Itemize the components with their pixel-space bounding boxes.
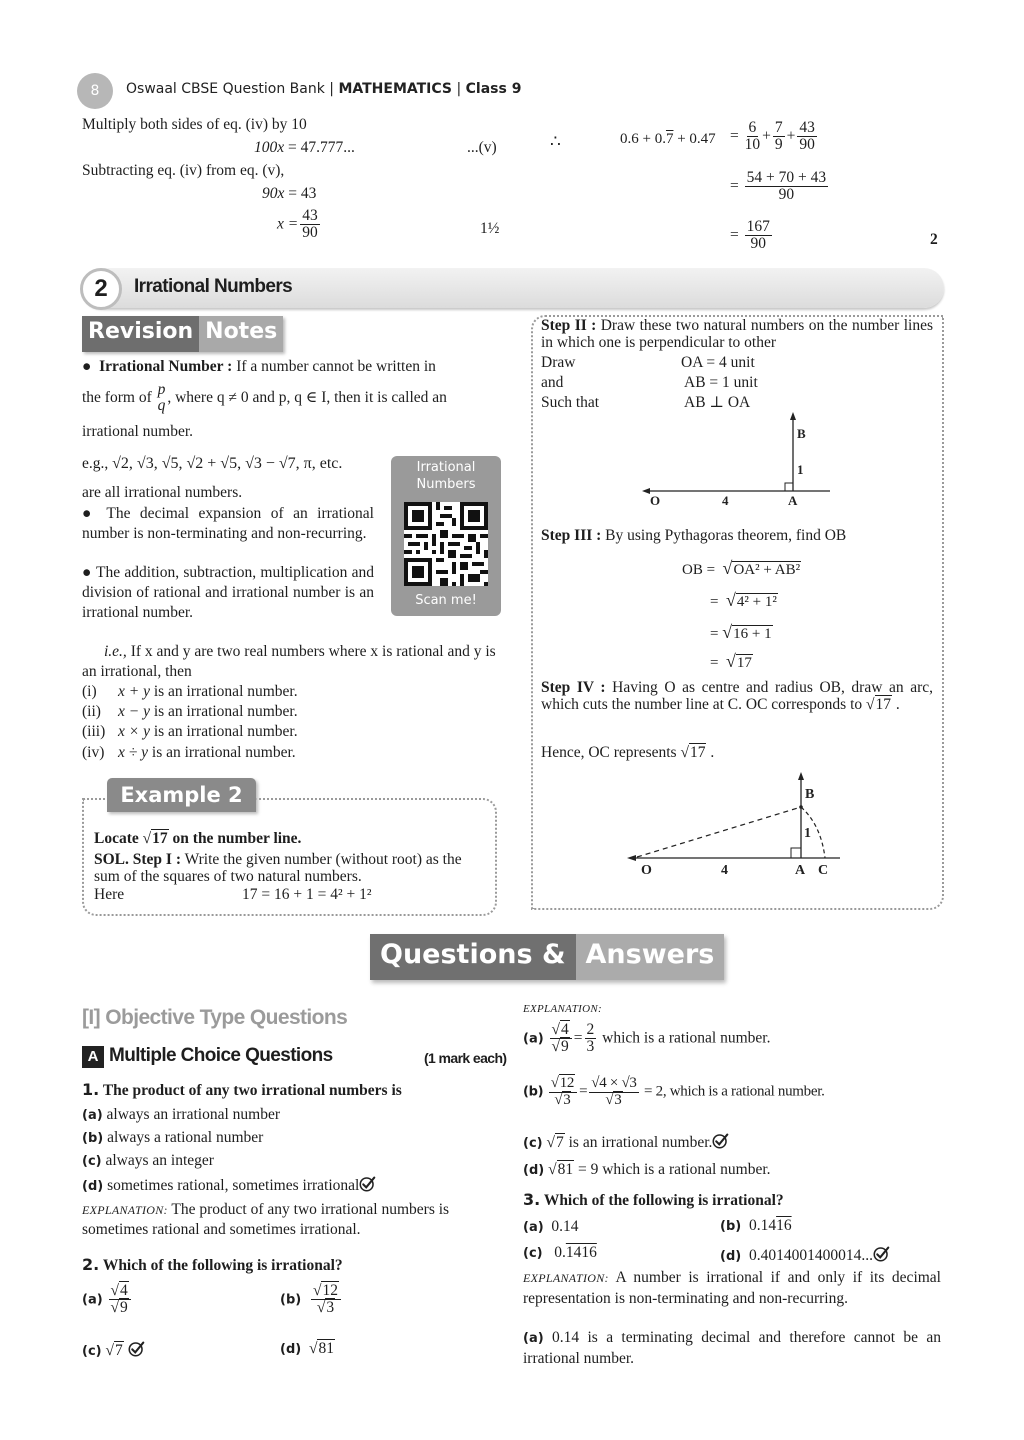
equation-lhs: 100x — [254, 139, 285, 156]
rule-item — [82, 743, 502, 763]
step-label: Step II : — [541, 317, 597, 334]
ob-step: = √17 — [710, 651, 752, 671]
radicand: 7 — [114, 1342, 123, 1359]
option-text: 0. — [554, 1244, 566, 1261]
equals-sign: = — [710, 626, 719, 642]
svg-text:1: 1 — [804, 826, 811, 841]
qr-code-card[interactable] — [391, 456, 501, 616]
chapter-title: Irrational Numbers — [134, 276, 293, 297]
carryover-line: Multiply both sides of eq. (iv) by 10 — [82, 116, 307, 133]
equation-rhs: = 47.777... — [288, 139, 355, 156]
marks-note: (1 mark each) — [424, 1050, 507, 1066]
option-c[interactable] — [82, 1152, 502, 1170]
definition-text: If a number cannot be written in — [232, 358, 436, 375]
svg-text:O: O — [641, 863, 652, 878]
svg-text:A: A — [788, 493, 798, 508]
equals-sign: = — [710, 655, 719, 671]
question-number: 3. — [523, 1190, 541, 1209]
step2-row — [541, 373, 933, 393]
ob-step: = √4² + 1² — [710, 590, 777, 610]
q2-explanation-c: (c) √7 is an irrational number. — [523, 1132, 729, 1152]
explanation-label: EXPLANATION: — [523, 1271, 609, 1285]
definition-text: , where q ≠ 0 and p, q ∈ I, then it is called an — [167, 388, 447, 406]
definition-line — [82, 382, 502, 415]
radicand: 81 — [318, 1340, 334, 1357]
rule-expression: x × y — [118, 722, 150, 740]
option-label: (b) — [523, 1084, 544, 1100]
rules-list — [82, 682, 502, 763]
q3-option-a[interactable] — [523, 1218, 579, 1236]
fraction-p-over-q — [158, 382, 166, 415]
figure-perpendicular-lines — [640, 410, 840, 510]
example-question — [94, 830, 489, 848]
ob-step: = √16 + 1 — [710, 622, 772, 642]
example-solution — [94, 851, 489, 886]
radicand: 4 — [120, 1282, 128, 1299]
ob-equation: OB = √OA² + AB² — [682, 558, 801, 578]
objective-section-title: [I] Objective Type Questions — [82, 1006, 348, 1029]
option-label: (c) — [523, 1136, 543, 1151]
explanation-text: The product of any two irrational numbers is sometimes rational and sometimes irrational. — [82, 1201, 450, 1238]
repeating-digits: 1416 — [565, 1244, 597, 1261]
qr-caption: Scan me! — [415, 593, 477, 608]
option-text: sometimes rational, sometimes irrational — [103, 1177, 360, 1194]
check-icon — [359, 1175, 376, 1192]
option-d[interactable] — [82, 1175, 502, 1195]
numerator: 6 — [748, 119, 757, 136]
step-text: By using Pythagoras theorem, find OB — [601, 527, 847, 544]
step-text: Having O as centre and radius OB, draw an arc, which cuts the number line at C. OC corresponds to — [541, 679, 933, 713]
eg-prefix: e.g., — [82, 455, 113, 472]
denominator: 9 — [774, 136, 783, 154]
fraction: $\frac{√12}{√3}$ — [311, 1283, 341, 1317]
question-2-stem — [82, 1255, 343, 1275]
equals-sign: = — [710, 594, 719, 610]
denominator: 90 — [750, 235, 766, 253]
step-label: Step III : — [541, 527, 602, 544]
option-label: (d) — [280, 1342, 302, 1357]
radicand: 16 + 1 — [733, 626, 772, 642]
radicand: 3 — [326, 1299, 335, 1317]
q2-option-b[interactable] — [280, 1283, 343, 1317]
equation-tag: ...(v) — [467, 139, 497, 156]
definition-irrational — [82, 358, 502, 441]
repeating-digits: 16 — [776, 1217, 792, 1234]
option-label: (d) — [82, 1179, 104, 1194]
radicand: 17 — [875, 696, 892, 713]
option-text: always a rational number — [103, 1129, 264, 1146]
fraction — [300, 208, 320, 242]
radicand: 12 — [559, 1075, 575, 1091]
check-icon — [128, 1340, 145, 1357]
question-number: 2. — [82, 1255, 100, 1274]
therefore-symbol: ∴ — [550, 132, 561, 151]
radicand: OA² + AB² — [733, 562, 801, 578]
row-left: Draw — [541, 354, 576, 371]
radicand: 12 — [322, 1282, 338, 1299]
check-icon — [873, 1245, 890, 1262]
mcq-section-title: Multiple Choice Questions — [109, 1045, 333, 1066]
step2-rows — [541, 353, 933, 413]
qr-title: Numbers — [416, 477, 476, 492]
numerator: 2 — [586, 1021, 595, 1038]
ie-prefix: i.e., — [104, 643, 127, 660]
svg-text:4: 4 — [722, 493, 729, 508]
radicand: 17 — [736, 655, 752, 671]
rule-item — [82, 722, 502, 742]
example-here-line — [94, 886, 489, 904]
equation — [262, 185, 316, 203]
row-right: AB = 1 unit — [684, 374, 758, 391]
explanation-text: is an irrational number. — [564, 1134, 713, 1151]
header-separator: | — [452, 81, 466, 97]
step-text: Draw these two natural numbers on the number lines in which one is perpendicular to other — [541, 317, 933, 351]
here-label: Here — [94, 885, 125, 903]
option-a[interactable] — [82, 1106, 502, 1124]
denominator: 90 — [302, 224, 318, 242]
svg-text:B: B — [805, 787, 815, 802]
rule-text: is an irrational number. — [149, 702, 298, 720]
equation-rhs: = $\frac{6}{10}$ + $\frac{7}{9}$ + $\frac{43}{90}$ — [730, 119, 815, 154]
option-text: always an integer — [101, 1152, 214, 1169]
qa-banner — [370, 934, 724, 980]
ob-lhs: OB = — [682, 562, 716, 578]
marks: 1½ — [480, 220, 500, 237]
sqrt-17: √17 — [142, 830, 168, 847]
question-stem — [82, 1080, 502, 1100]
option-label: (b) — [720, 1219, 742, 1234]
numerator: 54 + 70 + 43 — [746, 169, 827, 186]
radicand: 9 — [120, 1299, 128, 1317]
banner-light-part: Answers — [576, 934, 725, 980]
bullet-icon: ● — [82, 505, 107, 522]
q3-explanation — [523, 1268, 941, 1308]
q2-option-c[interactable]: (c) √7 — [82, 1340, 145, 1360]
option-label: (c) — [82, 1344, 102, 1359]
radicand: 4 — [561, 1021, 569, 1038]
rule-number: (i) — [82, 683, 97, 700]
step4-text: Step IV : Having O as centre and radius OB, draw an arc, which cuts the number line at C. OC corresponds to √17 . — [541, 679, 933, 713]
question-text: Locate — [94, 830, 143, 847]
svg-text:B: B — [797, 426, 806, 441]
examples-list: √2, √3, √5, √2 + √5, √3 − √7, π, etc. — [112, 455, 343, 472]
qr-code-icon[interactable] — [404, 502, 488, 586]
example-tab: Example 2 — [107, 778, 256, 812]
sqrt-17: √17 — [680, 744, 706, 761]
row-right: OA = 4 unit — [681, 354, 755, 371]
radicand: 3 — [614, 1091, 622, 1108]
example-content — [94, 830, 489, 903]
carryover-line: Subtracting eq. (iv) from eq. (v), — [82, 162, 285, 179]
equation: = 9 — [574, 1161, 599, 1178]
section-letter-badge: A — [82, 1046, 104, 1068]
q3-option-c[interactable] — [523, 1244, 597, 1262]
equation-lhs: 90x — [262, 185, 285, 202]
hence-text: Hence, OC represents — [541, 744, 681, 761]
explanation-text: which is a rational number. — [598, 1029, 771, 1047]
examples-line — [82, 455, 342, 473]
header-class: Class 9 — [465, 81, 522, 97]
ie-paragraph — [82, 642, 502, 682]
option-label: (b) — [82, 1131, 104, 1146]
fraction: $\frac{√4}{√9}$ — [109, 1283, 131, 1317]
revision-notes-badge — [82, 316, 283, 352]
option-label: (c) — [82, 1154, 102, 1169]
question-text: Which of the following is irrational? — [99, 1257, 343, 1274]
question-number: 1. — [82, 1080, 100, 1099]
bullet-icon: ● — [82, 564, 97, 581]
rule-item — [82, 702, 502, 722]
explanation — [82, 1200, 502, 1240]
rule-expression: x ÷ y — [118, 744, 149, 762]
solution-label: SOL. Step I : — [94, 850, 181, 868]
q2-option-a[interactable] — [82, 1283, 133, 1317]
equation-rhs: = 43 — [288, 185, 317, 202]
option-text: always an irrational number — [102, 1106, 280, 1123]
radicand: 9 — [561, 1038, 569, 1056]
rule-number: (ii) — [82, 702, 101, 720]
q2-explanation-a: (a) $\frac{√4}{√9}$ = $\frac{2}{3}$ which is a rational number. — [523, 1021, 771, 1056]
hence-line: Hence, OC represents √17 . — [541, 744, 715, 761]
equation — [277, 208, 322, 242]
here-expression: 17 = 16 + 1 = 4² + 1² — [242, 885, 372, 903]
q2-explanation-label: EXPLANATION: — [523, 1003, 602, 1015]
q2-explanation-d: (d) √81 = 9 which is a rational number. — [523, 1161, 771, 1178]
question-3-stem — [523, 1190, 784, 1210]
equation-rhs: = $\frac{167}{90}$ — [730, 218, 770, 253]
option-label: (c) — [523, 1246, 543, 1261]
explanation-text: 0.14 is a terminating decimal and therefore cannot be an irrational number. — [523, 1329, 941, 1367]
option-text: 0.4014001400014... — [748, 1247, 873, 1264]
step2-row — [541, 353, 933, 373]
row-left: and — [541, 374, 564, 391]
step-label: Step IV : — [541, 679, 606, 696]
rule-number: (iii) — [82, 722, 106, 740]
step3-text — [541, 527, 846, 545]
chapter-number: 2 — [80, 268, 122, 310]
page-number-badge: 8 — [77, 73, 113, 109]
option-label: (b) — [280, 1292, 302, 1308]
svg-text:1: 1 — [797, 462, 804, 477]
label-O: O — [650, 493, 661, 508]
denominator: 10 — [744, 136, 761, 154]
explanation-text: = 2, which is a rational number. — [640, 1083, 825, 1100]
option-b[interactable] — [82, 1129, 502, 1147]
equation-rhs: = $\frac{54 + 70 + 43}{90}$ — [730, 169, 827, 204]
option-label: (d) — [523, 1163, 545, 1178]
step2-text — [541, 317, 933, 351]
sum-expression: 0.6 + 0.7 + 0.47 — [620, 131, 716, 147]
rule-text: is an irrational number. — [148, 744, 296, 762]
option-label: (d) — [720, 1249, 742, 1264]
banner-dark-part: Questions & — [370, 934, 576, 980]
bullet-text: The decimal expansion of an irrational number is non-terminating and non-recurring. — [82, 505, 374, 542]
option-label: (a) — [523, 1031, 544, 1047]
question-text: on the number line. — [168, 830, 302, 847]
option-label: (a) — [523, 1220, 544, 1235]
numerator: √4 × √3 — [591, 1075, 637, 1091]
bullet-decimal-expansion — [82, 504, 374, 544]
q2-option-d[interactable]: (d) √81 — [280, 1340, 334, 1357]
solution-text: Write the given number (without root) as the sum of the squares of two natural numbers. — [94, 850, 462, 885]
radicand: 17 — [689, 744, 706, 761]
q3-option-d[interactable] — [720, 1245, 890, 1265]
option-text: 0.14 — [551, 1218, 579, 1235]
explanation-text: A number is irrational if and only if its decimal representation is non-terminating and non-recurring. — [523, 1269, 941, 1307]
definition-line: irrational number. — [82, 422, 194, 440]
rule-expression: x − y — [118, 702, 150, 720]
badge-light-part: Notes — [199, 316, 283, 352]
svg-text:C: C — [818, 863, 829, 878]
numerator: p — [157, 381, 166, 398]
denominator: 3 — [586, 1038, 595, 1056]
explanation-text: which is a rational number. — [598, 1161, 771, 1178]
header-book-title: Oswaal CBSE Question Bank | — [126, 81, 339, 97]
radicand: 81 — [557, 1161, 574, 1178]
option-label: (a) — [523, 1331, 544, 1346]
radicand: 3 — [563, 1091, 571, 1108]
sqrt-17: √17 — [866, 696, 892, 713]
check-icon — [712, 1132, 729, 1149]
row-left: Such that — [541, 394, 600, 411]
marks: 2 — [930, 231, 938, 248]
numerator: 43 — [799, 119, 815, 136]
figure-arc-construction — [625, 770, 855, 880]
radicand: 17 — [152, 830, 168, 847]
radicand: 4² + 1² — [736, 594, 777, 610]
rule-text: is an irrational number. — [149, 683, 298, 700]
option-label: (a) — [82, 1292, 103, 1308]
definition-text: the form of — [82, 388, 156, 406]
radicand: 7 — [555, 1134, 564, 1151]
definition-term: Irrational Number : — [99, 358, 233, 375]
rule-item — [82, 682, 502, 702]
definition-line — [82, 358, 502, 376]
option-label: (a) — [82, 1108, 103, 1123]
header-subject: MATHEMATICS — [338, 81, 453, 97]
numerator: 7 — [774, 119, 783, 136]
question-text: Which of the following is irrational? — [540, 1192, 784, 1209]
bullet-icon: ● — [82, 358, 92, 375]
rule-expression: x + y — [118, 683, 150, 700]
bullet-operations — [82, 563, 374, 622]
badge-dark-part: Revision — [82, 316, 199, 352]
qr-title: Irrational — [416, 460, 476, 475]
equation-lhs: x = — [277, 215, 299, 233]
question-1 — [82, 1080, 502, 1240]
denominator: 90 — [799, 136, 815, 154]
svg-text:4: 4 — [721, 863, 728, 878]
q3-option-b[interactable] — [720, 1217, 792, 1235]
numerator: 167 — [746, 218, 770, 235]
running-header — [126, 81, 521, 97]
denominator: q — [157, 397, 166, 415]
row-right: AB ⊥ OA — [684, 394, 751, 411]
examples-suffix: are all irrational numbers. — [82, 484, 243, 501]
q2-explanation-b: (b) $\frac{√12}{√3}$ = $\frac{√4 \times √3}{√3}$ = 2, which is a rational number. — [523, 1075, 825, 1108]
numerator: 43 — [302, 207, 318, 224]
rule-text: is an irrational number. — [149, 722, 298, 740]
bullet-text: The addition, subtraction, multiplication and division of rational and irrational number is an irrational number. — [82, 564, 374, 621]
question-text: The product of any two irrational numbers is — [99, 1082, 402, 1099]
svg-text:A: A — [795, 863, 806, 878]
denominator: 90 — [778, 186, 795, 204]
ie-text: If x and y are two real numbers where x is rational and y is an irrational, then — [82, 643, 496, 680]
equation — [254, 139, 355, 157]
explanation-label: EXPLANATION: — [82, 1203, 168, 1217]
rule-number: (iv) — [82, 744, 105, 762]
option-text: 0.14 — [748, 1217, 777, 1234]
q3-explanation-a — [523, 1328, 941, 1368]
